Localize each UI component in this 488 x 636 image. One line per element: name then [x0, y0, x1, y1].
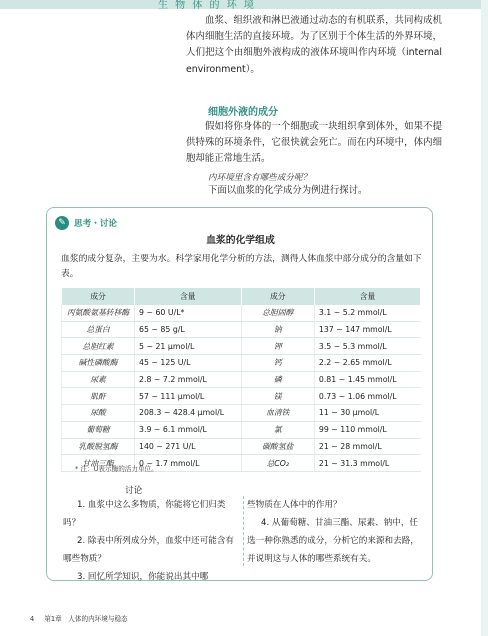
table-row [62, 355, 421, 372]
content-value-cell: 140 ~ 271 U/L [135, 438, 242, 455]
component-name-cell: 钙 [241, 355, 314, 372]
component-name-cell: 丙氨酸氨基转移酶 [62, 305, 135, 321]
content-value-cell: 2.8 ~ 7.2 mmol/L [135, 371, 242, 388]
component-name-cell: 钠 [241, 321, 314, 338]
content-value-cell: 3.5 ~ 5.3 mmol/L [314, 338, 420, 355]
content-value-cell: 21 ~ 28 mmol/L [314, 438, 420, 455]
table-footnote: * 注：U表示酶的活力单位。 [75, 465, 158, 473]
component-name-cell: 碱性磷酸酶 [62, 355, 135, 372]
content-value-cell: 99 ~ 110 mmol/L [314, 421, 420, 438]
discussion-item: 3. 回忆所学知识，你能说出其中哪 [77, 572, 209, 582]
intro-paragraph: 血浆、组织液和淋巴液通过动态的有机联系，共同构成机体内细胞生活的直接环境。为了区别于个体生活的外界环境，人们把这个由细胞外液构成的液体环境叫作内环境（internal environment）。 [186, 15, 442, 75]
component-name-cell: 碳酸氢盐 [241, 438, 314, 455]
component-name-cell: 总胆固醇 [241, 305, 314, 321]
column-header: 成分 [62, 288, 135, 305]
component-name-cell: 钾 [241, 338, 314, 355]
content-value-cell: 208.3 ~ 428.4 μmol/L [135, 405, 242, 422]
think-icon: ✎ [55, 216, 69, 230]
component-name-cell: 葡萄糖 [62, 421, 135, 438]
table-row [62, 388, 421, 405]
table-row [62, 338, 421, 355]
component-name-cell: 总蛋白 [62, 321, 135, 338]
content-value-cell: 0.73 ~ 1.06 mmol/L [314, 388, 420, 405]
content-value-cell: 3.9 ~ 6.1 mmol/L [135, 421, 242, 438]
content-value-cell: 3.1 ~ 5.2 mmol/L [314, 305, 420, 321]
page-edge-band [481, 0, 488, 636]
column-header: 含量 [135, 288, 242, 305]
component-name-cell: 总胆红素 [62, 338, 135, 355]
think-discuss-box [46, 207, 433, 581]
table-row [62, 405, 421, 422]
table-row [62, 438, 421, 455]
plasma-composition-table [61, 288, 421, 472]
table-row [62, 371, 421, 388]
section-heading: 细胞外液的成分 [208, 107, 278, 118]
column-header: 含量 [314, 288, 420, 305]
component-name-cell: 总CO₂ [241, 455, 314, 472]
chapter-title: 第1章 人体的内环境与稳态 [44, 615, 128, 623]
box-label: 思考・讨论 [74, 219, 117, 229]
component-name-cell: 镁 [241, 388, 314, 405]
discussion-right-column [247, 496, 423, 568]
discussion-left-column [63, 496, 239, 586]
content-value-cell: 137 ~ 147 mmol/L [314, 321, 420, 338]
running-header: 生 物 体 的 环 境 [158, 0, 256, 11]
top-color-band [0, 0, 488, 9]
content-value-cell: 57 ~ 111 μmol/L [135, 388, 242, 405]
content-value-cell: 5 ~ 21 μmol/L [135, 338, 242, 355]
component-name-cell: 肌酐 [62, 388, 135, 405]
discussion-title: 讨论 [125, 486, 143, 496]
discussion-item: 4. 从葡萄糖、甘油三酯、尿素、钠中，任选一种你熟悉的成分，分析它的来源和去路，并说明这与人体的哪些系统有关。 [247, 518, 419, 564]
discussion-item: 2. 除表中所列成分外，血浆中还可能含有哪些物质？ [63, 536, 235, 564]
discussion-item: 1. 血浆中这么多物质，你能将它们归类吗？ [63, 500, 226, 528]
discussion-item: 些物质在人体中的作用？ [247, 500, 342, 510]
table-header-row [62, 288, 421, 305]
table-row [62, 421, 421, 438]
box-intro: 血浆的成分复杂，主要为水。科学家用化学分析的方法，测得人体血浆中部分成分的含量如下表。 [61, 254, 422, 279]
component-name-cell: 尿酸 [62, 405, 135, 422]
content-value-cell: 0.81 ~ 1.45 mmol/L [314, 371, 420, 388]
component-name-cell: 乳酸脱氢酶 [62, 438, 135, 455]
section-paragraph: 假如将你身体的一个细胞或一块组织拿到体外，如果不提供特殊的环境条件，它很快就会死亡。而在内环境中，体内细胞却能正常地生活。 [186, 121, 442, 165]
content-value-cell: 65 ~ 85 g/L [135, 321, 242, 338]
table-row [62, 321, 421, 338]
content-value-cell: 0 ~ 1.7 mmol/L [135, 455, 242, 472]
content-value-cell: 2.2 ~ 2.65 mmol/L [314, 355, 420, 372]
content-value-cell: 11 ~ 30 μmol/L [314, 405, 420, 422]
lead-sentence: 下面以血浆的化学成分为例进行探讨。 [208, 185, 368, 196]
content-value-cell: 45 ~ 125 U/L [135, 355, 242, 372]
content-value-cell: 21 ~ 31.3 mmol/L [314, 455, 420, 472]
content-value-cell: 9 ~ 60 U/L* [135, 305, 242, 321]
table-title: 血浆的化学组成 [206, 235, 275, 246]
column-header: 成分 [241, 288, 314, 305]
page-footer [30, 613, 128, 623]
table-row [62, 305, 421, 321]
component-name-cell: 尿素 [62, 371, 135, 388]
component-name-cell: 甘油三酯 [62, 455, 135, 472]
component-name-cell: 血清铁 [241, 405, 314, 422]
page-number: 4 [30, 615, 35, 623]
component-name-cell: 氯 [241, 421, 314, 438]
box-header [55, 216, 117, 230]
question-note: 内环境里含有哪些成分呢？ [208, 173, 312, 183]
component-name-cell: 磷 [241, 371, 314, 388]
column-divider [243, 496, 244, 566]
